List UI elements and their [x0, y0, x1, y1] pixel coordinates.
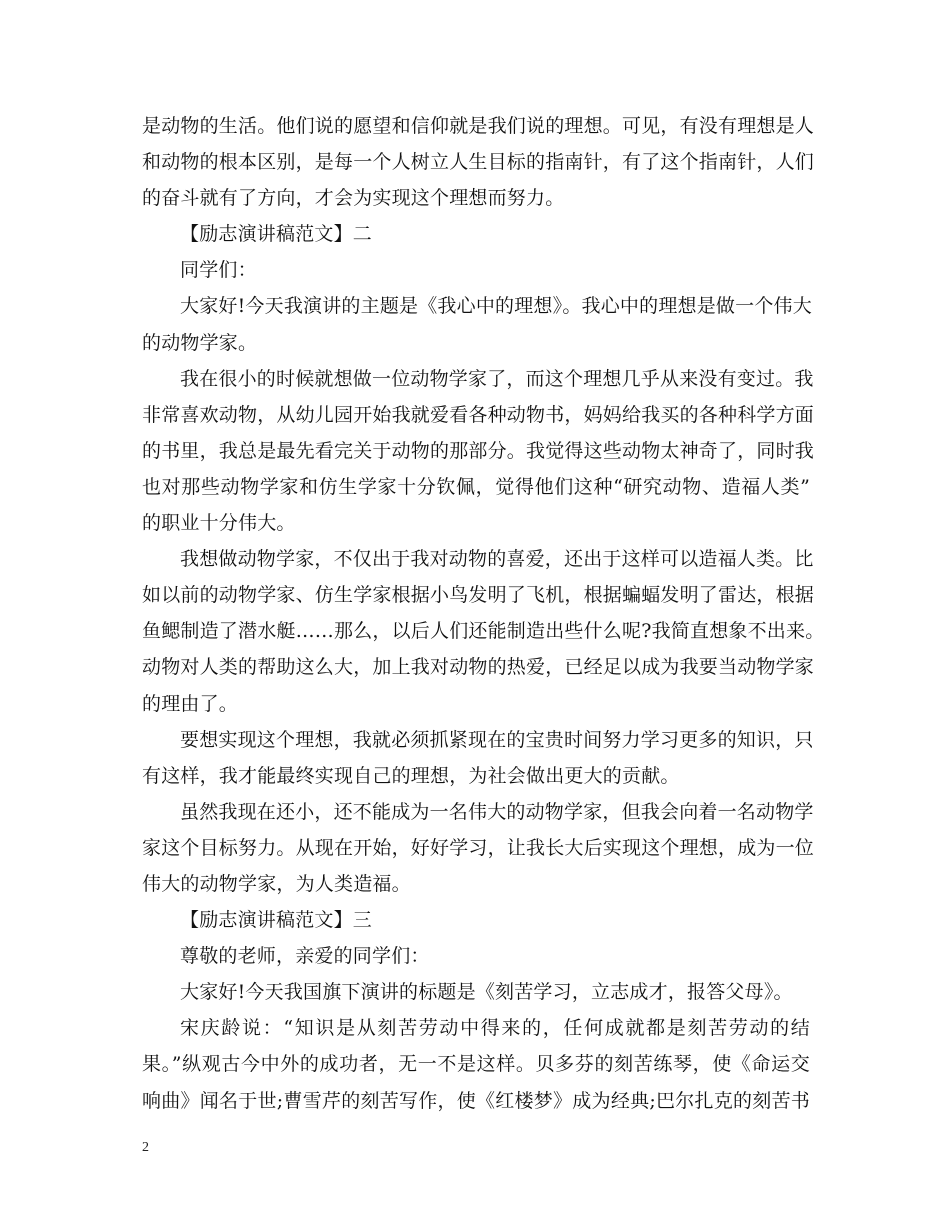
- salutation: [142, 938, 810, 974]
- text-line: 大家好!今天我国旗下演讲的标题是《刻苦学习，立志成才，报答父母》。: [180, 981, 793, 1004]
- section-heading-text: 【励志演讲稿范文】三: [180, 909, 373, 932]
- text-line: 的书里，我总是最先看完关于动物的那部分。我觉得这些动物太神奇了，同时我: [142, 439, 815, 462]
- paragraph: [142, 288, 810, 360]
- paragraph: [142, 1010, 810, 1118]
- section-heading: [142, 902, 810, 938]
- text-line: 家这个目标努力。从现在开始，好好学习，让我长大后实现这个理想，成为一位: [142, 836, 815, 859]
- text-line: 果。”纵观古今中外的成功者，无一不是这样。贝多芬的刻苦练琴，使《命运交: [142, 1053, 810, 1076]
- text-line: 宋庆龄说：“知识是从刻苦劳动中得来的，任何成就都是刻苦劳动的结: [180, 1017, 810, 1040]
- paragraph: [142, 108, 815, 216]
- page-number: 2: [142, 1140, 149, 1155]
- document-body: [142, 108, 825, 1119]
- text-line: 我想做动物学家，不仅出于我对动物的喜爱，还出于这样可以造福人类。比: [180, 548, 814, 571]
- section-heading: [142, 216, 810, 252]
- paragraph: [142, 361, 815, 541]
- paragraph: [142, 541, 825, 721]
- text-line: 有这样，我才能最终实现自己的理想，为社会做出更大的贡献。: [142, 764, 680, 787]
- text-line: 的奋斗就有了方向，才会为实现这个理想而努力。: [142, 187, 565, 210]
- text-line: 是动物的生活。他们说的愿望和信仰就是我们说的理想。可见，有没有理想是人: [142, 115, 815, 137]
- paragraph: [142, 974, 810, 1010]
- text-line: 也对那些动物学家和仿生学家十分钦佩，觉得他们这种“研究动物、造福人类”: [142, 475, 810, 498]
- text-line: 我在很小的时候就想做一位动物学家了，而这个理想几乎从来没有变过。我: [180, 367, 814, 390]
- paragraph: [142, 722, 814, 794]
- text-line: 大家好!今天我演讲的主题是《我心中的理想》。我心中的理想是做一个伟大: [180, 295, 812, 318]
- text-line: 的理由了。: [142, 692, 239, 715]
- text-line: 的职业十分伟大。: [142, 512, 296, 535]
- text-line: 鱼鳃制造了潜水艇……那么，以后人们还能制造出些什么呢?我简直想象不出来。: [142, 620, 825, 643]
- text-line: 如以前的动物学家、仿生学家根据小鸟发明了飞机，根据蝙蝠发明了雷达，根据: [142, 584, 815, 607]
- text-line: 和动物的根本区别，是每一个人树立人生目标的指南针，有了这个指南针，人们: [142, 151, 815, 174]
- salutation: [142, 252, 810, 288]
- text-line: 非常喜欢动物，从幼儿园开始我就爱看各种动物书，妈妈给我买的各种科学方面: [142, 403, 815, 426]
- text-line: 尊敬的老师，亲爱的同学们：: [180, 945, 430, 968]
- text-line: 响曲》闻名于世;曹雪芹的刻苦写作，使《红楼梦》成为经典;巴尔扎克的刻苦书: [142, 1089, 810, 1112]
- text-line: 的动物学家。: [142, 331, 258, 354]
- text-line: 同学们：: [180, 259, 257, 282]
- text-line: 虽然我现在还小，还不能成为一名伟大的动物学家，但我会向着一名动物学: [180, 800, 814, 823]
- text-line: 伟大的动物学家，为人类造福。: [142, 872, 411, 895]
- text-line: 要想实现这个理想，我就必须抓紧现在的宝贵时间努力学习更多的知识，只: [180, 728, 814, 751]
- section-heading-text: 【励志演讲稿范文】二: [180, 223, 373, 246]
- paragraph: [142, 794, 815, 902]
- text-line: 动物对人类的帮助这么大，加上我对动物的热爱，已经足以成为我要当动物学家: [142, 656, 815, 679]
